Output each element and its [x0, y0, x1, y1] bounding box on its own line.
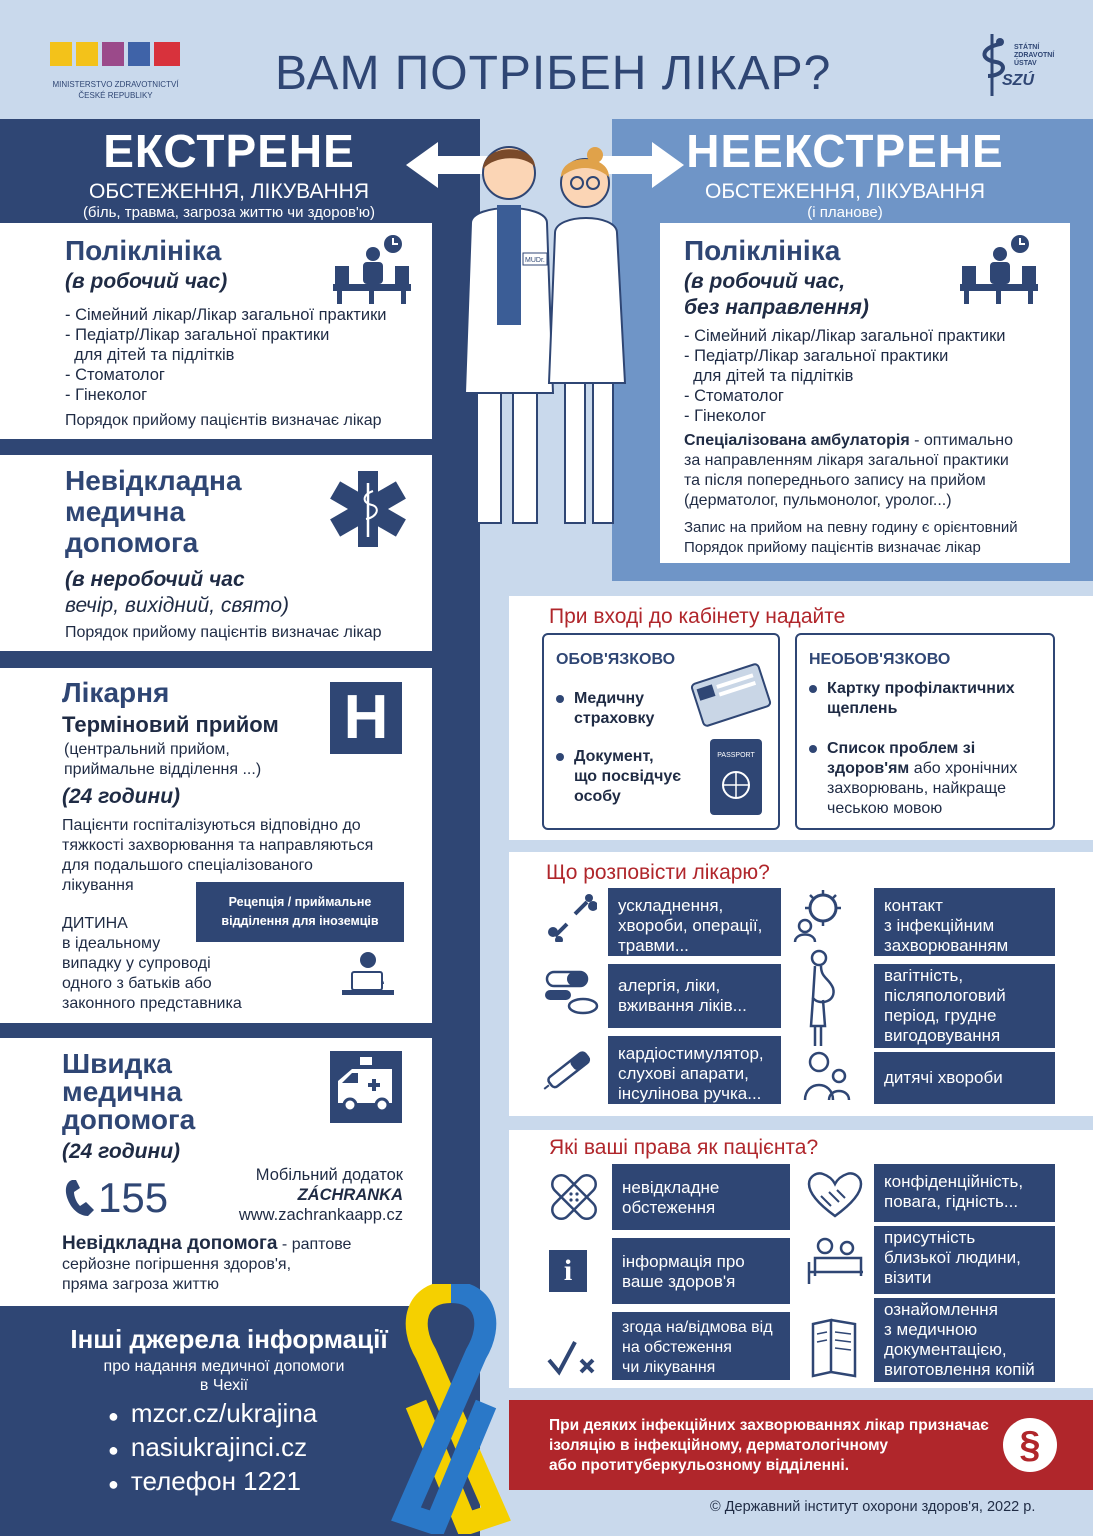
list-item: - Педіатр/Лікар загальної практики [684, 347, 949, 365]
ambulance-card [0, 1038, 432, 1306]
list-item: для дітей та підлітків [684, 367, 854, 385]
nonemergency-heading: НЕЕКСТРЕНЕ [686, 125, 1004, 177]
emergency-header [0, 124, 458, 221]
source-link[interactable]: ● mzcr.cz/ukrajina [108, 1398, 318, 1428]
polyclinic-card-right [660, 223, 1070, 563]
consent-check-icon [547, 1338, 597, 1378]
card-hours: (24 години) [62, 785, 181, 808]
tell-item-pregnancy: вагітність, післяпологовий період, грудне вигодовування [874, 964, 1055, 1048]
list-item: - Гінеколог [65, 386, 148, 404]
list-item: для дітей та підлітків [65, 346, 235, 364]
insurance-card-icon [690, 663, 772, 727]
nonemergency-note: (і планове) [807, 204, 883, 221]
tell-item-complications: ускладнення, хвороби, операції, травми... [608, 888, 781, 956]
section-title: Які ваші права як пацієнта? [549, 1136, 819, 1159]
copyright-footer: © Державний інститут охорони здоров'я, 2022 р. [710, 1499, 1036, 1515]
polyclinic-card-left [0, 223, 432, 439]
ambulance-icon [330, 1051, 402, 1123]
right-health-info: інформація про ваше здоров'я [612, 1238, 790, 1304]
mandatory-item-insurance: Медичну страховку [556, 689, 654, 729]
emergency-phone-number[interactable]: 155 [98, 1174, 169, 1221]
broken-bone-icon [547, 894, 597, 942]
hospital-paren: (центральний прийом, приймальне відділення ...) [64, 741, 262, 778]
ministry-logo [48, 38, 183, 101]
card-hours: (в робочий час, без направлення) [684, 270, 869, 319]
mandatory-box: ОБОВ'ЯЗКОВО Медичну страховку Документ, що посвідчує особу PASSPORT [542, 633, 780, 830]
section-symbol-icon: § [1003, 1418, 1057, 1472]
right-close-person: присутність близької людини, візити [874, 1226, 1055, 1294]
handshake-heart-icon [807, 1172, 863, 1218]
waiting-room-icon [960, 232, 1040, 308]
card-footer: Порядок прийому пацієнтів визначає лікар [65, 412, 382, 429]
nonemergency-subheading: ОБСТЕЖЕННЯ, ЛІКУВАННЯ [705, 180, 985, 203]
urgent-note: Невідкладна допомога - раптове серйозне погіршення здоров'я, пряма загроза життю [62, 1233, 352, 1293]
list-item: - Стоматолог [65, 366, 165, 384]
mandatory-item-id: Документ, що посвідчує особу [556, 747, 681, 807]
right-documentation: ознайомлення з медичною документацією, виготовлення копій [874, 1298, 1055, 1382]
phone-icon [64, 1178, 96, 1223]
section-title: При вході до кабінету надайте [549, 605, 846, 628]
card-hours: (в робочий час) [65, 270, 228, 293]
hospital-sign-icon: H [330, 682, 402, 754]
tell-doctor-section [509, 852, 1093, 1116]
right-urgent-exam: невідкладне обстеження [612, 1164, 790, 1230]
card-hours: (в неробочий час вечір, вихідний, свято) [65, 568, 290, 617]
sources-list [108, 1398, 317, 1500]
child-note: ДИТИНА в ідеальному випадку у супроводі одного з батьків або законного представника [62, 915, 242, 1012]
list-item: - Педіатр/Лікар загальної практики [65, 326, 330, 344]
list-item: - Гінеколог [684, 407, 767, 425]
optional-item-vaccination: Картку профілактичних щеплень [809, 679, 1015, 719]
list-item: - Сімейний лікар/Лікар загальної практики [684, 327, 1006, 345]
list-item: - Стоматолог [684, 387, 784, 405]
doctors-illustration [445, 133, 645, 533]
emergency-heading: ЕКСТРЕНЕ [103, 125, 355, 177]
card-hours: (24 години) [62, 1140, 181, 1163]
card-title: Швидка медична допомога [62, 1048, 196, 1135]
medical-document-icon [809, 1318, 859, 1378]
card-title: Поліклініка [65, 235, 222, 266]
passport-icon [708, 737, 764, 817]
tell-item-allergy: алергія, ліки, вживання ліків... [608, 964, 781, 1028]
nonemergency-header [660, 124, 1030, 221]
specialized-clinic: Спеціалізована амбулаторія - оптимально за направленням лікаря загальної практики та після попереднього запису на прийом (дерматолог, пульмонолог, уролог...) [684, 432, 1014, 509]
section-title: Що розповісти лікарю? [546, 861, 770, 884]
card-title: Лікарня [62, 677, 170, 708]
card-title: Невідкладна медична допомога [65, 465, 242, 558]
provide-section [509, 596, 1093, 840]
tell-item-contact: контакт з інфекційним захворюванням [874, 888, 1055, 956]
szu-logo: STÁTNÍ ZDRAVOTNÍ ÚSTAV SZÚ [970, 30, 1050, 102]
optional-item-problems: Список проблем зі здоров'ям або хронічних захворювань, найкраще чеською мовою [809, 739, 1017, 819]
pregnancy-icon [803, 948, 839, 1048]
bandage-icon [549, 1172, 599, 1222]
urgent-care-card [0, 455, 432, 651]
card-title: Поліклініка [684, 235, 841, 266]
sources-title: Інші джерела інформації [70, 1324, 388, 1354]
sources-subtitle: про надання медичної допомоги в Чехії [103, 1358, 345, 1394]
reception-badge: Рецепція / приймальне відділення для іноземців [196, 882, 404, 942]
zachranka-app[interactable]: Мобільний додаток ZÁCHRANKA www.zachrankaapp.cz [238, 1166, 403, 1224]
virus-contact-icon [793, 888, 845, 942]
emergency-subheading: ОБСТЕЖЕННЯ, ЛІКУВАННЯ [89, 180, 369, 203]
polyclinic-list [684, 326, 1006, 426]
visit-bed-icon [805, 1236, 865, 1286]
page-title: ВАМ ПОТРІБЕН ЛІКАР? [275, 47, 832, 100]
ukraine-ribbon-icon [386, 1284, 516, 1534]
polyclinic-list [65, 305, 387, 405]
pills-icon [543, 968, 599, 1016]
tell-item-childhood: дитячі хвороби [874, 1052, 1055, 1104]
waiting-room-icon [333, 232, 413, 308]
isolation-text: При деяких інфекційних захворюваннях лікар призначає ізоляцію в інфекційному, дерматологічному або протитуберкульозному відділенні. [549, 1417, 989, 1474]
right-confidentiality: конфіденційність, повага, гідність... [874, 1164, 1055, 1222]
hospital-card [0, 668, 432, 1023]
ministry-logo-icon [48, 38, 183, 70]
hospital-text: Пацієнти госпіталізуються відповідно до тяжкості захворювання та направляються для подальшого спеціалізованого лікування [62, 817, 374, 894]
optional-box: НЕОБОВ'ЯЗКОВО Картку профілактичних щеплень Список проблем зі здоров'ям або хронічних захворювань, найкраще чеською мовою [795, 633, 1055, 830]
card-subtitle: Терміновий прийом [62, 712, 279, 737]
emergency-note: (біль, травма, загроза життю чи здоров'ю) [82, 204, 376, 221]
list-item: - Сімейний лікар/Лікар загальної практики [65, 306, 387, 324]
child-illness-icon [799, 1050, 855, 1102]
star-of-life-icon [326, 467, 410, 551]
source-link[interactable]: ● телефон 1221 [108, 1466, 301, 1496]
tell-item-devices: кардіостимулятор, слухові апарати, інсулінова ручка... [608, 1036, 781, 1104]
isolation-banner [509, 1400, 1093, 1490]
patient-rights-section [509, 1130, 1093, 1388]
card-footer: Порядок прийому пацієнтів визначає лікар [65, 624, 382, 641]
info-icon: i [549, 1250, 587, 1292]
source-link[interactable]: ● nasiukrajinci.cz [108, 1432, 308, 1462]
ministry-name: MINISTERSTVO ZDRAVOTNICTVÍ ČESKÉ REPUBLIKY [52, 80, 179, 100]
receptionist-icon [338, 950, 398, 998]
insulin-pen-icon [543, 1044, 599, 1092]
right-consent: згода на/відмова від на обстеження чи лікування [612, 1312, 790, 1380]
svg-text:MUDr.: MUDr. [525, 257, 545, 264]
svg-text:PASSPORT: PASSPORT [717, 752, 755, 759]
appointment-note: Запис на прийом на певну годину є орієнтовний Порядок прийому пацієнтів визначає лікар [684, 519, 1018, 556]
